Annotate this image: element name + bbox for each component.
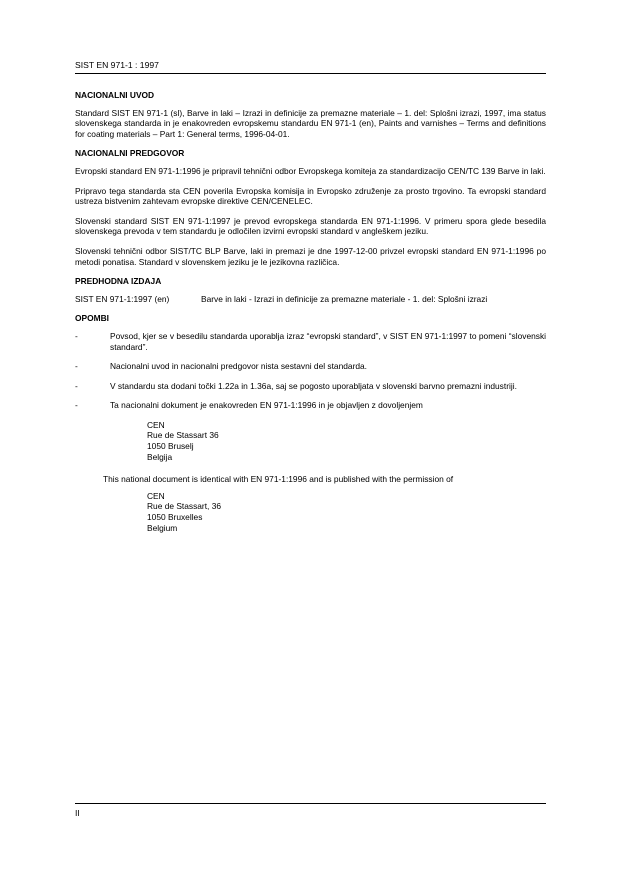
previous-edition-code: SIST EN 971-1:1997 (en) [75,293,170,304]
note-bullet: - [75,380,78,391]
heading-opombi: OPOMBI [75,313,109,324]
note-item [75,381,546,392]
note-bullet: - [75,400,78,411]
header-rule [75,73,546,74]
address-line: Belgija [147,451,173,462]
predgovor-paragraph: Slovenski standard SIST EN 971-1:1997 je prevod evropskega standarda EN 971-1:1996. V primeru spora glede besedila slovenskega prevoda v tem standardu je odločilen izvirni evropski standard v angleškem jeziku. [75,215,546,237]
address-english [147,491,546,533]
address-line: Rue de Stassart 36 [147,430,219,441]
note-bullet: - [75,361,78,372]
note-text: V standardu sta dodani točki 1.22a in 1.36a, saj se pogosto uporabljata v slovenski barvno premazni industriji. [110,380,517,391]
address-line: 1050 Bruselj [147,441,194,452]
page-number: II [75,808,80,818]
footer-rule [75,803,546,804]
note-item [75,361,546,372]
address-line: Belgium [147,522,178,533]
heading-predhodna-izdaja: PREDHODNA IZDAJA [75,276,162,287]
address-line: CEN [147,490,165,501]
heading-nacionalni-uvod: NACIONALNI UVOD [75,90,155,100]
uvod-text: Standard SIST EN 971-1 (sl), Barve in laki – Izrazi in definicije za premazne materiale – 1. del: Splošni izrazi, 1997, ima status slovenskega standarda in je enakovreden evropskemu standardu EN 971-1 (en), Paints and varnishes – Terms and definitions for coating materials – Part 1: General terms, 1996-04-01. [75,107,546,139]
note-text: Povsod, kjer se v besedilu standarda uporablja izraz “evropski standard”, v SIST EN 971-1:1997 to pomeni “slovenski standard”. [110,330,546,352]
note-text: Ta nacionalni dokument je enakovreden EN 971-1:1996 in je objavljen z dovoljenjem [110,400,423,411]
previous-edition-title: Barve in laki - Izrazi in definicije za premazne materiale - 1. del: Splošni izrazi [201,293,488,304]
header-standard-code: SIST EN 971-1 : 1997 [75,60,159,70]
predgovor-paragraph: Slovenski tehnični odbor SIST/TC BLP Barve, laki in premazi je dne 1997-12-00 privzel evropski standard EN 971-1:1996 po metodi ponatisa. Standard v slovenskem jeziku je le jezikovna različica. [75,245,546,267]
previous-edition [75,294,546,305]
address-slovene [147,420,546,462]
note-bullet: - [75,330,78,341]
address-line: CEN [147,419,165,430]
document-body [75,90,546,539]
predgovor-paragraph: Evropski standard EN 971-1:1996 je pripravil tehnični odbor Evropskega komiteja za standardizacijo CEN/TC 139 Barve in laki. [75,165,546,176]
address-line: 1050 Bruxelles [147,512,203,523]
predgovor-paragraph: Pripravo tega standarda sta CEN poverila Evropska komisija in Evropsko združenje za prosto trgovino. Ta evropski standard ustreza bistvenim zahtevam evropske direktive CEN/CENELEC. [75,185,546,207]
note-item [75,331,546,352]
english-statement: This national document is identical with EN 971-1:1996 and is published with the permission of [103,474,454,485]
note-text: Nacionalni uvod in nacionalni predgovor nista sestavni del standarda. [110,361,367,372]
note-item [75,400,546,411]
document-page [75,0,546,877]
address-line: Rue de Stassart, 36 [147,501,222,512]
heading-nacionalni-predgovor: NACIONALNI PREDGOVOR [75,148,185,159]
